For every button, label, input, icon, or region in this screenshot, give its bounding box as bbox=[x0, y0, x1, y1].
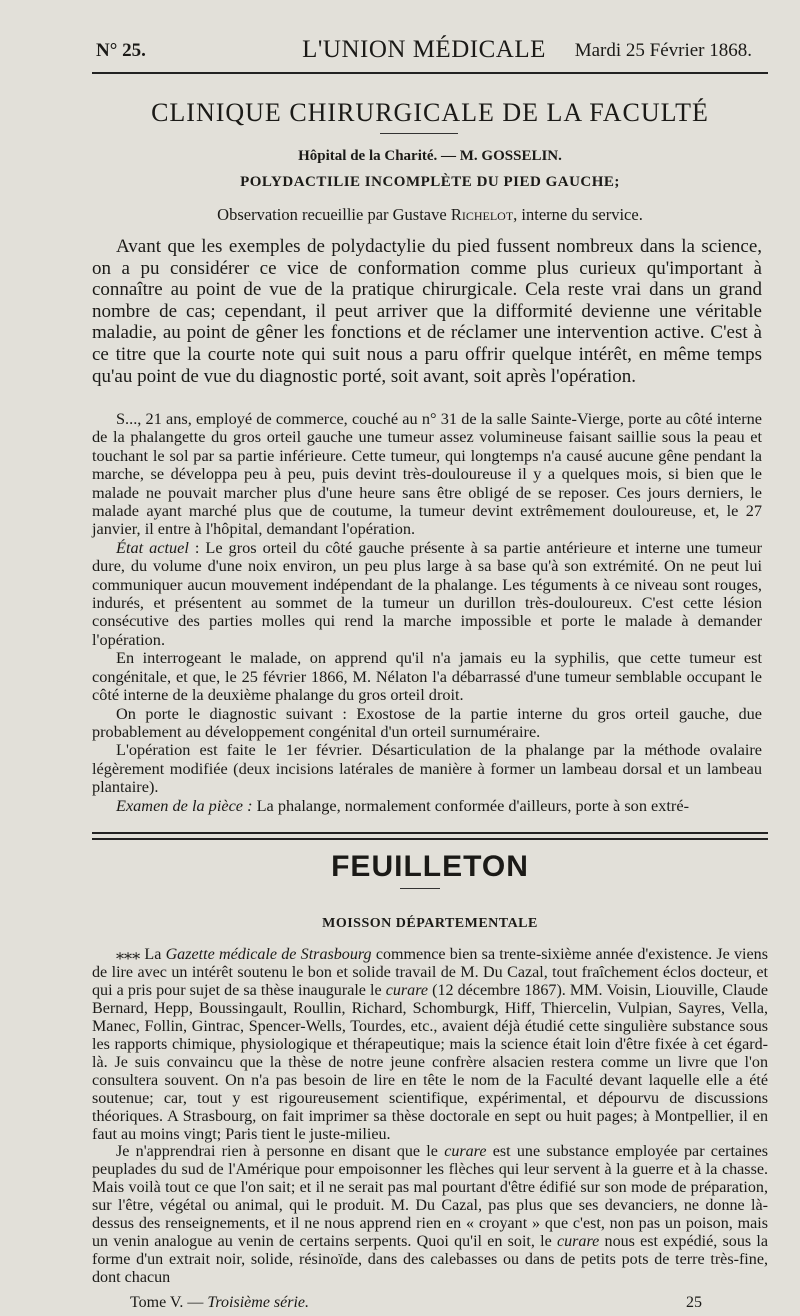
footer-series-text: Troisième série. bbox=[207, 1294, 310, 1311]
issue-date: Mardi 25 Février 1868. bbox=[574, 40, 752, 61]
curare-term: curare bbox=[385, 981, 429, 999]
asterism-mark: ⁎⁎⁎ bbox=[116, 946, 141, 963]
curare-term: curare bbox=[556, 1233, 600, 1251]
feuilleton-p1-part-a: La bbox=[140, 946, 166, 963]
page-number: 25 bbox=[686, 1294, 702, 1311]
feuilleton-subheading: MOISSON DÉPARTEMENTALE bbox=[322, 916, 538, 931]
curare-term: curare bbox=[444, 1143, 487, 1161]
examen-text: La phalange, normalement conformée d'ailleurs, porte à son extré- bbox=[252, 795, 689, 815]
feuilleton-rule bbox=[400, 888, 440, 889]
article-lead-paragraph: Avant que les exemples de polydactylie du pied fussent nombreux dans la science, on a pu considérer ce vice de conformation comme plus curieux qu'important à connaître au point de vue de la pratique chirurgicale. Cela reste vrai dans un grand nombre de cas; cependant, il peut arriver que la difformité devienne une véritable maladie, au point de gêner les fonctions et de réclamer une intervention active. C'est à ce titre que la courte note qui suit nous a paru offrir quelque intérêt, en même temps qu'au point de vue du diagnostic porté, soit avant, soit après l'opération. bbox=[92, 236, 762, 387]
etat-actuel-text: : Le gros orteil du côté gauche présente à sa partie antérieure et interne une tumeur dure, du volume d'une noix environ, un peu plus large à sa base qu'à son extrémité. On ne peut lui communiquer aucun mouvement indépendant de la phalange. Les téguments à ce niveau sont rouges, indurés, et présentent au sommet de la tumeur un durillon très-douloureux. C'est cette lésion consécutive des parties molles qui rend la marche impossible et porte le malade à demander l'opération. bbox=[92, 537, 763, 649]
running-head bbox=[96, 36, 752, 66]
case-paragraph-1: S..., 21 ans, employé de commerce, couché au n° 31 de la salle Sainte-Vierge, porte au côté interne de la phalangette du gros orteil gauche une tumeur assez volumineuse faisant saillie sous la peau et touchant le sol par sa partie inférieure. Cette tumeur, qui longtemps n'a causé aucune gêne pendant la marche, se développa peu à peu, puis devint très-douloureuse il y a quelques mois, si bien que le malade ne pouvait marcher plus d'une heure sans être obligé de se reposer. Ces jours derniers, le malade ayant marché plus que de coutume, la tumeur devint extrêmement douloureuse, et, le 27 janvier, il entre à l'hôpital, demandant l'opération. bbox=[92, 409, 762, 539]
etat-actuel-label: État actuel bbox=[116, 537, 189, 557]
section-double-rule bbox=[92, 832, 768, 840]
feuilleton-heading: FEUILLETON bbox=[331, 850, 529, 883]
feuilleton-p1-part-c: (12 décembre 1867). MM. Voisin, Liouville, Claude Bernard, Hepp, Boussingault, Roullin, Richard, Schomburgk, Hiff, Thiercelin, Vulpian, Sayres, Vella, Manec, Follin, Gintrac, Spencer-Wells, Tourdes, etc., avaient déjà étudié cette singulière substance sous les rapports chimique, physiologique et thérapeutique; mais la science était loin d'être fixée à cet égard-là. Je suis convaincu que la thèse de notre jeune confrère alsacien restera comme un livre que l'on consultera souvent. On n'a pas besoin de lire en tête le nom de la Faculté devant laquelle elle a été soutenue; car, tout y est rigoureusement scientifique, expérimental, et dépourvu de discussions théoriques. A Strasbourg, on fait imprimer sa thèse doctorale en sept ou huit pages; à Montpellier, il en faut au moins vingt; Paris tient le juste-milieu. bbox=[92, 981, 768, 1143]
feuilleton-p2-part-a: Je n'apprendrai rien à personne en disant que le bbox=[116, 1143, 445, 1161]
feuilleton-paragraph-2 bbox=[92, 1143, 768, 1287]
article-hospital: Hôpital de la Charité. — M. GOSSELIN. bbox=[298, 148, 562, 164]
feuilleton-paragraph-1 bbox=[92, 946, 768, 1143]
feuilleton-p2-part-c: nous est expédié, sous la forme d'un extrait noir, solide, résinoïde, dans des calebasses ou dans de petits pots de terre très-fine, dont chacun bbox=[92, 1233, 768, 1287]
feuilleton-text bbox=[92, 946, 768, 1287]
observation-credit bbox=[92, 205, 768, 225]
case-paragraph-2 bbox=[92, 539, 762, 649]
case-paragraph-5: L'opération est faite le 1er février. Désarticulation de la phalange par la méthode ovalaire légèrement modifiée (deux incisions latérales de manière à former un lambeau dorsal et un lambeau plantaire). bbox=[92, 740, 762, 797]
title-rule bbox=[380, 133, 458, 134]
examen-label: Examen de la pièce : bbox=[116, 795, 253, 815]
feuilleton-p2-part-b: est une substance employée par certaines peuplades du sud de l'Amérique pour empoisonner les flèches qui leur servent à la guerre et à la chasse. Mais voilà tout ce que l'on sait; et il ne serait pas mal pourtant d'être édifié sur son mode de préparation, sur l'être, végétal ou animal, qui le produit. M. Du Cazal, pas plus que ses devanciers, ne donne là-dessus des renseignements, et il ne nous apprend rien en « croyant » que c'est, non pas un poison, mais un venin analogue au venin de certains serpents. Quoi qu'il en soit, le bbox=[92, 1143, 768, 1251]
page-footer-volume bbox=[130, 1294, 309, 1312]
case-paragraph-3: En interrogeant le malade, on apprend qu'il n'a jamais eu la syphilis, que cette tumeur est congénitale, et que, le 25 février 1866, M. Nélaton l'a débarrassé d'une tumeur semblable occupant le côté interne de la deuxième phalange du gros orteil droit. bbox=[92, 648, 762, 705]
article-title: CLINIQUE CHIRURGICALE DE LA FACULTÉ bbox=[151, 98, 709, 127]
header-rule bbox=[92, 72, 768, 74]
case-paragraph-6 bbox=[92, 797, 762, 815]
gazette-name: Gazette médicale de Strasbourg bbox=[165, 946, 372, 963]
article-case-text bbox=[92, 410, 762, 815]
observation-author: Richelot bbox=[450, 205, 514, 224]
issue-number: N° 25. bbox=[96, 40, 146, 61]
case-paragraph-4: On porte le diagnostic suivant : Exostose de la partie interne du gros orteil gauche, due probablement au développement congénital d'un orteil surnuméraire. bbox=[92, 703, 762, 741]
observation-prefix: Observation recueillie par Gustave bbox=[217, 205, 451, 224]
journal-title: L'UNION MÉDICALE bbox=[302, 36, 546, 63]
article-subtitle: POLYDACTILIE INCOMPLÈTE DU PIED GAUCHE; bbox=[240, 174, 620, 190]
observation-suffix: , interne du service. bbox=[513, 205, 643, 224]
footer-volume-text: Tome V. — bbox=[130, 1294, 208, 1311]
feuilleton-p1-part-b: commence bien sa trente-sixième année d'existence. Je viens de lire avec un intérêt soutenu le bon et solide travail de M. Du Cazal, tout fraîchement éclos docteur, et qui a pris pour sujet de sa thèse inaugurale le bbox=[92, 946, 768, 999]
